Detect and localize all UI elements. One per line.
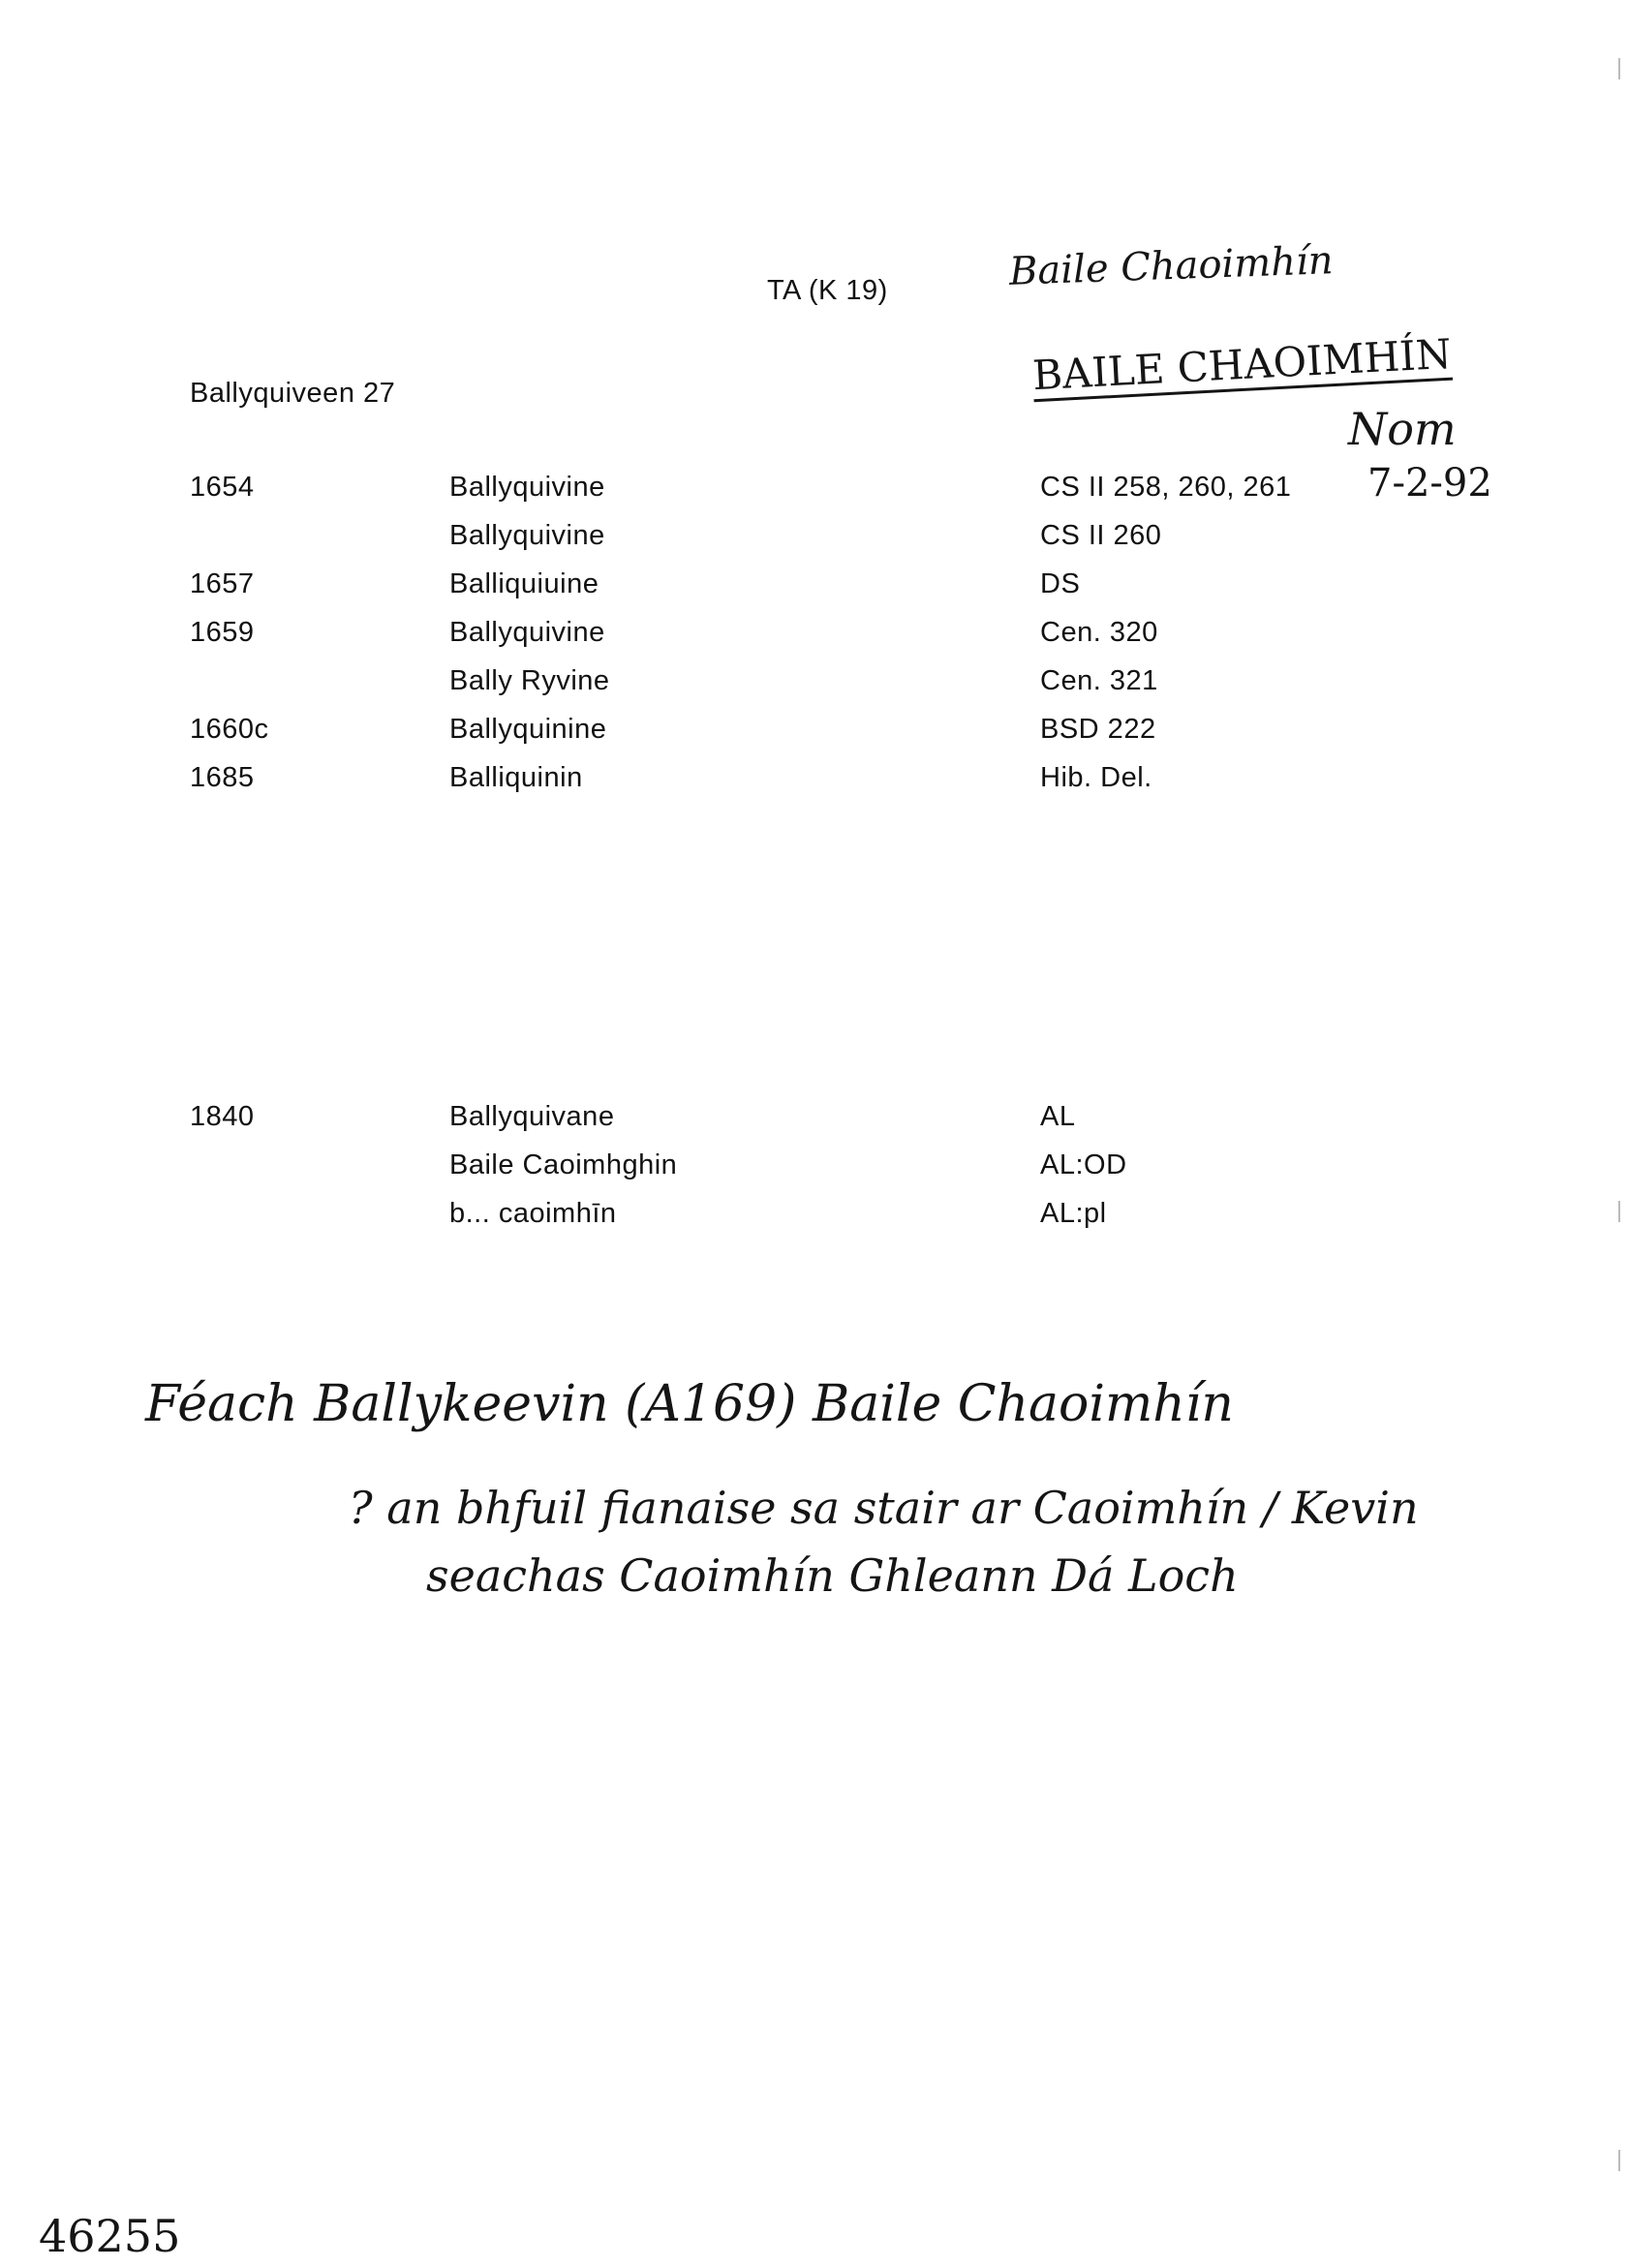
handwritten-status: Nom [1348,403,1457,455]
handwritten-note-seachas: seachas Caoimhín Ghleann Dá Loch [426,1549,1239,1602]
form-cell: Baile Caoimhghin [449,1149,678,1180]
table-row [0,714,1628,752]
table-row [0,568,1628,607]
reference-code: TA (K 19) [767,275,888,306]
source-cell: AL:pl [1040,1198,1107,1229]
source-cell: BSD 222 [1040,714,1156,745]
handwritten-irish-name: Baile Chaoimhín [1008,238,1335,294]
table-row [0,617,1628,656]
table-row [0,472,1628,510]
source-cell: Hib. Del. [1040,762,1152,793]
townland-name: Ballyquiveen 27 [190,378,396,409]
form-cell: Balliquiuine [449,568,599,599]
handwritten-note-see-also: Féach Ballykeevin (A169) Baile Chaoimhín [145,1375,1234,1433]
table-row [0,1149,1628,1188]
source-cell: CS II 258, 260, 261 [1040,472,1292,503]
source-cell: Cen. 320 [1040,617,1158,648]
handwritten-note-question: ? an bhfuil fianaise sa stair ar Caoimhín / Kevin [349,1482,1419,1534]
form-cell: Ballyquinine [449,714,607,745]
table-row [0,1101,1628,1140]
handwritten-irish-name-main: BAILE CHAOIMHÍN [1031,330,1453,403]
table-row [0,665,1628,704]
source-cell: Cen. 321 [1040,665,1158,696]
form-cell: Bally Ryvine [449,665,610,696]
year-cell: 1660c [190,714,269,745]
scan-edge-mark [1618,1201,1620,1222]
form-cell: Ballyquivine [449,520,605,551]
form-cell: b... caoimhīn [449,1198,617,1229]
year-cell: 1657 [190,568,255,599]
form-cell: Ballyquivine [449,472,605,503]
year-cell: 1840 [190,1101,255,1132]
year-cell: 1659 [190,617,255,648]
year-cell: 1654 [190,472,255,503]
table-row [0,1198,1628,1237]
form-cell: Ballyquivane [449,1101,615,1132]
source-cell: AL:OD [1040,1149,1127,1180]
source-cell: AL [1040,1101,1076,1132]
form-cell: Balliquinin [449,762,583,793]
handwritten-date: 7-2-92 [1367,461,1492,506]
source-cell: DS [1040,568,1081,599]
scan-edge-mark [1618,2150,1620,2171]
handwritten-file-number: 46255 [39,2210,181,2262]
table-row [0,520,1628,559]
scan-edge-mark [1618,58,1620,79]
source-cell: CS II 260 [1040,520,1162,551]
year-cell: 1685 [190,762,255,793]
table-row [0,762,1628,801]
form-cell: Ballyquivine [449,617,605,648]
